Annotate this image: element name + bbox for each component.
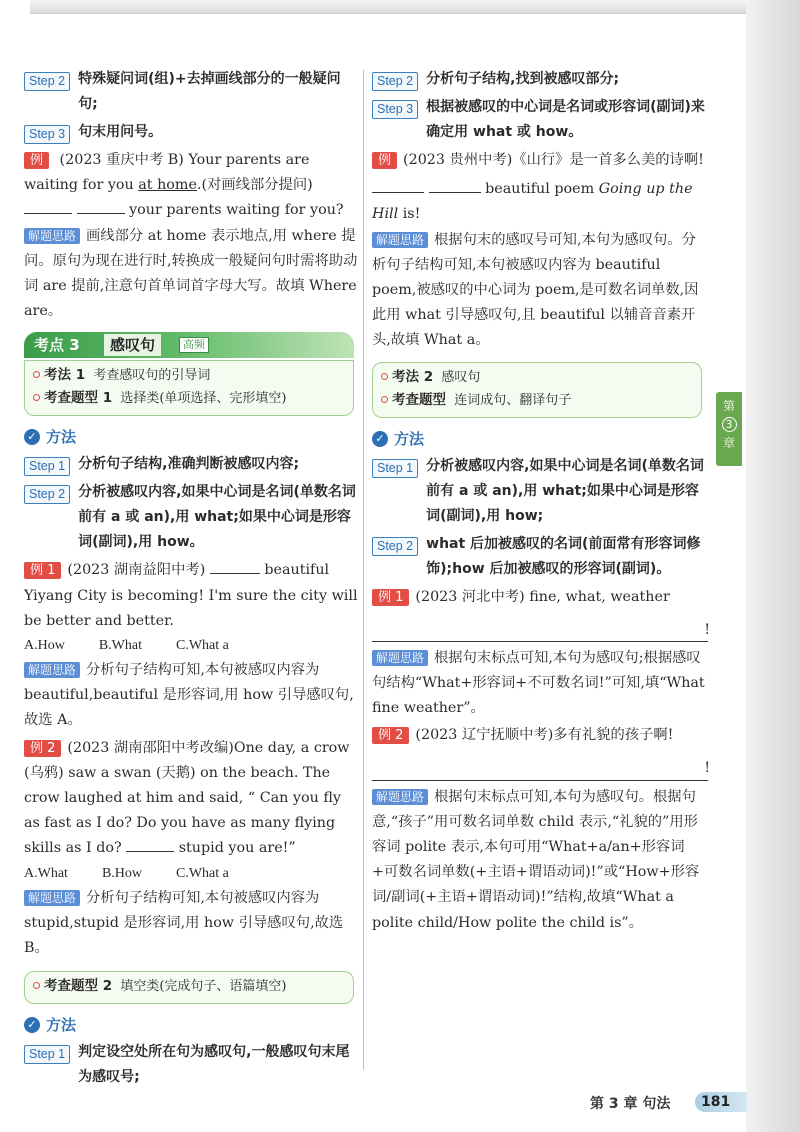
example-text: (2023 河北中考) fine, what, weather xyxy=(415,588,670,605)
example-source: (2023 重庆中考 B) Your parents are waiting for you xyxy=(24,152,310,194)
tixing-label: 考查题型 2 xyxy=(44,978,113,995)
side-tab-top: 第 xyxy=(722,399,735,413)
check-icon: ✓ xyxy=(24,1017,40,1033)
option-a[interactable]: A.What xyxy=(24,865,68,881)
answer-text: your parents waiting for you? xyxy=(129,202,344,219)
answer-blank[interactable] xyxy=(210,560,260,574)
step-text: 判定设空处所在句为感叹句,一般感叹句末尾为感叹号; xyxy=(78,1044,350,1086)
page-footer xyxy=(0,1091,800,1115)
answer-line[interactable] xyxy=(372,759,708,781)
step-item xyxy=(372,532,708,582)
tixing-label: 考查题型 1 xyxy=(44,390,113,407)
tixing-text: 填空类(完成句子、语篇填空) xyxy=(120,979,287,995)
exclamation-mark: ! xyxy=(704,760,710,777)
kaodian-header xyxy=(24,332,360,360)
kaofa-box xyxy=(24,360,354,416)
option-c[interactable]: C.What a xyxy=(176,865,229,881)
example-source: (2023 湖南邵阳中考改编) xyxy=(67,739,234,756)
analysis-tag: 解题思路 xyxy=(372,650,428,666)
analysis xyxy=(24,224,360,325)
kaofa-line xyxy=(33,364,345,387)
kaofa-text: 感叹句 xyxy=(441,369,481,385)
example-text: (2023 辽宁抚顺中考)多有礼貌的孩子啊! xyxy=(415,727,674,744)
example-source: (2023 贵州中考)《山行》是一首多么美的诗啊! xyxy=(403,152,704,168)
bullet-icon xyxy=(381,396,388,403)
exclamation-mark: ! xyxy=(704,621,710,638)
answer-text: beautiful poem xyxy=(485,181,599,198)
example-question xyxy=(372,148,708,173)
footer-chapter: 第 3 章 句法 xyxy=(590,1096,671,1112)
side-tab-number: 3 xyxy=(722,417,737,432)
answer-blank[interactable] xyxy=(126,838,174,852)
bullet-icon xyxy=(381,373,388,380)
example-instruction: .(对画线部分提问) xyxy=(196,177,313,194)
chapter-side-tab[interactable] xyxy=(716,392,742,466)
example-text: beautiful Yiyang City is becoming! I'm sure the city will be better and better. xyxy=(24,562,358,629)
method-heading xyxy=(24,1014,360,1036)
method-title: 方法 xyxy=(46,428,77,447)
analysis-text: 根据句末标点可知,本句为感叹句。根据句意,“孩子”用可数名词单数 child 表示,“礼貌的”用形容词 polite 表示,本句可用“What+a/an+形容词+可数名词单数(+主语+谓语动词)!”或“How+形容词/副词(+主语+谓语动词)!”结构,故填“What a polite child/How polite the child is”。 xyxy=(372,788,700,931)
book-spine-shadow xyxy=(746,0,800,1132)
step-item xyxy=(24,452,360,477)
bullet-icon xyxy=(33,371,40,378)
underlined-phrase: at home xyxy=(138,177,197,194)
analysis-tag: 解题思路 xyxy=(372,232,428,248)
answer-line xyxy=(372,177,708,227)
step-text: what 后加被感叹的名词(前面常有形容词修饰);how 后加被感叹的形容词(副词)。 xyxy=(426,535,701,577)
kaodian-number: 考点 3 xyxy=(34,336,80,355)
column-divider xyxy=(363,70,364,1070)
step-tag: Step 1 xyxy=(372,459,418,478)
analysis xyxy=(372,228,708,354)
tixing-text: 选择类(单项选择、完形填空) xyxy=(120,391,287,407)
example-text: One day, a crow (乌鸦) saw a swan (天鹅) on the beach. The crow laughed at him and said, “ Can you fly as fast as I do? Do you have as many flying skills as I do? xyxy=(24,739,350,857)
tixing-line xyxy=(381,389,693,412)
answer-line xyxy=(24,198,360,223)
poem-title: Going up the Hill xyxy=(372,181,693,223)
analysis-text: 根据句末标点可知,本句为感叹句;根据感叹句结构“What+形容词+不可数名词!”可知,填“What fine weather”。 xyxy=(372,649,705,717)
analysis-tag: 解题思路 xyxy=(24,890,80,906)
step-tag: Step 2 xyxy=(24,485,70,504)
step-text: 分析句子结构,找到被感叹部分; xyxy=(426,71,620,87)
side-tab-bottom: 章 xyxy=(722,436,735,450)
step-tag: Step 3 xyxy=(372,100,418,119)
option-a[interactable]: A.How xyxy=(24,638,65,654)
check-icon: ✓ xyxy=(372,431,388,447)
step-text: 分析被感叹内容,如果中心词是名词(单数名词前有 a 或 an),用 what;如果中心词是形容词(副词),用 how; xyxy=(426,457,704,524)
kaodian-title: 感叹句 xyxy=(104,334,161,356)
method-title: 方法 xyxy=(46,1016,77,1035)
option-c[interactable]: C.What a xyxy=(176,638,229,654)
analysis-tag: 解题思路 xyxy=(24,662,80,678)
option-b[interactable]: B.What xyxy=(98,638,142,654)
check-icon: ✓ xyxy=(24,429,40,445)
analysis-text: 分析句子结构可知,本句被感叹内容为 stupid,stupid 是形容词,用 how 引导感叹句,故选 B。 xyxy=(24,889,344,957)
step-item xyxy=(372,454,708,529)
example-question xyxy=(24,148,360,198)
kaofa-label: 考法 2 xyxy=(392,368,434,385)
step-item xyxy=(372,95,708,145)
step-text: 分析被感叹内容,如果中心词是名词(单数名词前有 a 或 an),用 what;如果中心词是形容词(副词),用 how。 xyxy=(78,484,356,551)
analysis xyxy=(372,646,708,722)
example-question xyxy=(24,736,360,862)
example-source: (2023 湖南益阳中考) xyxy=(67,562,206,579)
step-text: 分析句子结构,准确判断被感叹内容; xyxy=(78,456,300,473)
example-question xyxy=(372,585,708,610)
method-title: 方法 xyxy=(394,429,425,448)
kaofa-line xyxy=(381,366,693,389)
left-column xyxy=(24,66,360,1093)
example-question xyxy=(24,558,360,634)
step-text: 根据被感叹的中心词是名词或形容词(副词)来确定用 what 或 how。 xyxy=(426,99,705,140)
tixing-line xyxy=(33,387,345,410)
example-question xyxy=(372,723,708,748)
step-item xyxy=(24,67,360,117)
example-tag: 例 2 xyxy=(24,740,61,757)
analysis xyxy=(24,886,360,962)
page-top-edge xyxy=(30,0,746,14)
step-item xyxy=(24,1040,360,1090)
answer-blank[interactable] xyxy=(24,200,72,214)
step-item xyxy=(24,480,360,555)
analysis-tag: 解题思路 xyxy=(372,789,428,805)
analysis-text: 分析句子结构可知,本句被感叹内容为 beautiful,beautiful 是形容词,用 how 引导感叹句,故选 A。 xyxy=(24,662,354,729)
analysis-text: 根据句末的感叹号可知,本句为感叹句。分析句子结构可知,本句被感叹内容为 beautiful poem,被感叹的中心词为 poem,是可数名词单数,因此用 what 引导感叹句,且 beautiful 以辅音音素开头,故填 What a。 xyxy=(372,231,699,349)
frequency-badge: 高频 xyxy=(179,337,209,353)
step-text: 句末用问号。 xyxy=(78,124,163,140)
option-b[interactable]: B.How xyxy=(101,865,142,881)
kaofa-label: 考法 1 xyxy=(44,367,86,384)
answer-blank[interactable] xyxy=(77,200,125,214)
analysis xyxy=(24,658,360,734)
step-tag: Step 3 xyxy=(24,125,70,144)
answer-end: is! xyxy=(398,206,421,223)
step-tag: Step 1 xyxy=(24,457,70,476)
example-text-end: stupid you are!” xyxy=(178,840,296,857)
kaofa-box xyxy=(372,362,702,418)
step-tag: Step 2 xyxy=(372,537,418,556)
answer-line[interactable] xyxy=(372,620,708,642)
example-tag: 例 xyxy=(24,152,49,169)
example-tag: 例 1 xyxy=(24,562,61,579)
tixing-text: 连词成句、翻译句子 xyxy=(454,392,572,408)
tixing-box xyxy=(24,971,354,1004)
options-row xyxy=(24,862,360,886)
answer-blank[interactable] xyxy=(429,179,481,193)
step-tag: Step 1 xyxy=(24,1045,70,1064)
right-column xyxy=(372,66,708,936)
step-tag: Step 2 xyxy=(24,72,70,91)
answer-blank[interactable] xyxy=(372,179,424,193)
kaofa-text: 考查感叹句的引导词 xyxy=(93,368,211,384)
method-heading xyxy=(372,428,708,450)
analysis-tag: 解题思路 xyxy=(24,228,80,244)
analysis-text: 画线部分 at home 表示地点,用 where 提问。原句为现在进行时,转换成一般疑问句时需将助动词 are 提前,注意句首单词首字母大写。故填 Where are。 xyxy=(24,227,358,320)
tixing-line xyxy=(33,975,345,998)
step-item xyxy=(372,67,708,92)
tixing-label: 考查题型 xyxy=(392,391,446,408)
method-heading xyxy=(24,426,360,448)
analysis xyxy=(372,785,708,936)
example-tag: 例 1 xyxy=(372,589,409,606)
step-item xyxy=(24,120,360,145)
bullet-icon xyxy=(33,982,40,989)
example-tag: 例 xyxy=(372,152,397,169)
page-number: 181 xyxy=(695,1092,747,1112)
options-row xyxy=(24,634,360,658)
example-tag: 例 2 xyxy=(372,727,409,744)
step-text: 特殊疑问词(组)+去掉画线部分的一般疑问句; xyxy=(78,71,341,112)
bullet-icon xyxy=(33,394,40,401)
step-tag: Step 2 xyxy=(372,72,418,91)
